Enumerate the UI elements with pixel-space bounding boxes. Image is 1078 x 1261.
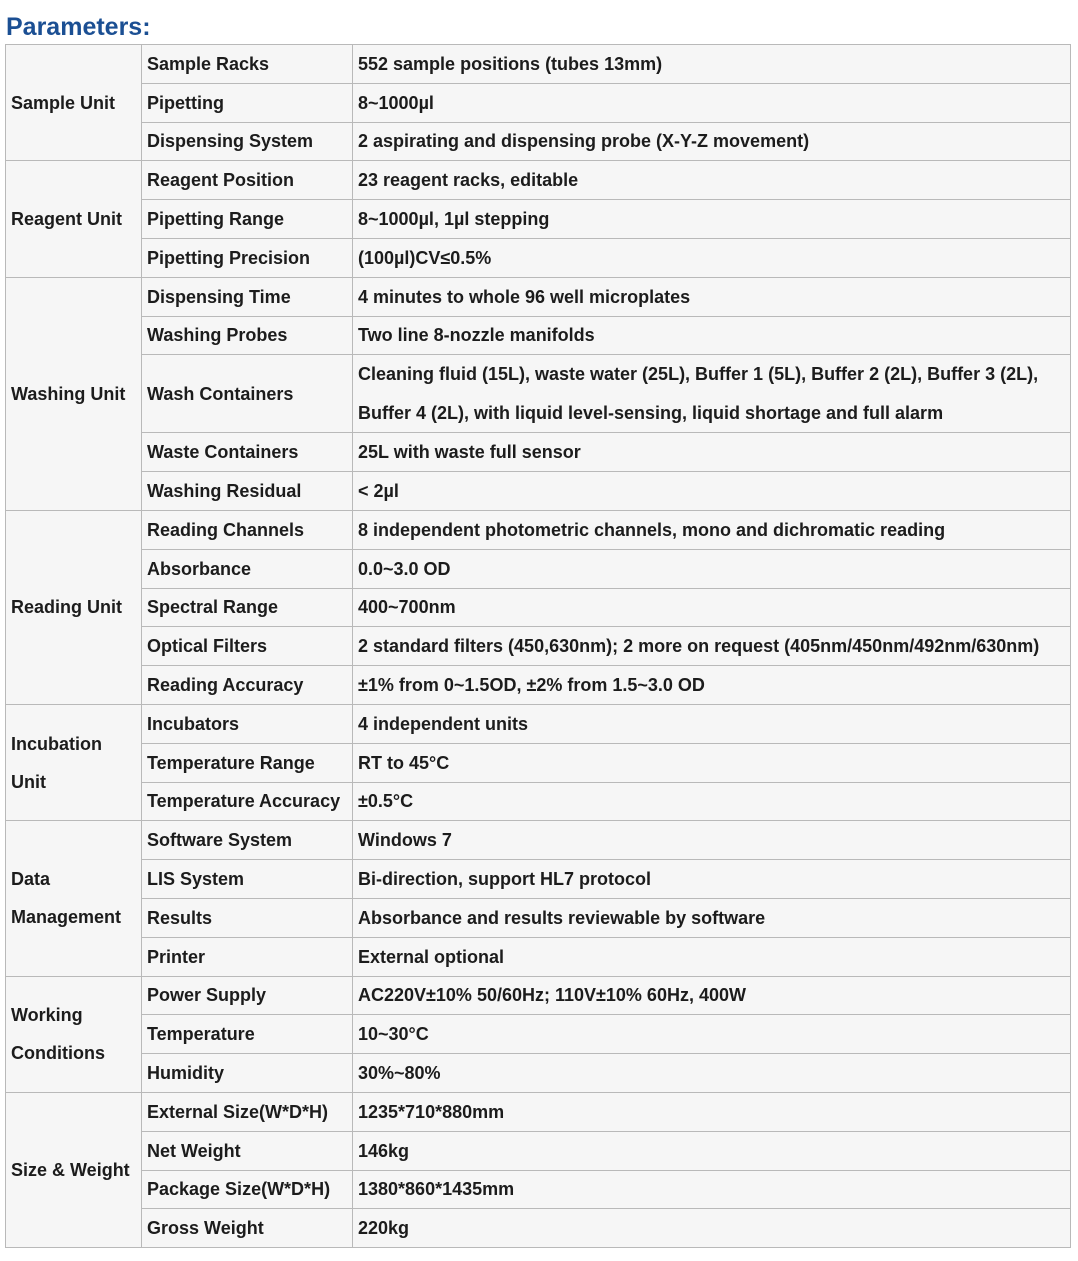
param-value: Bi-direction, support HL7 protocol: [353, 860, 1071, 899]
table-row: [6, 238, 1071, 277]
table-row: [6, 704, 1071, 743]
param-value: 2 aspirating and dispensing probe (X-Y-Z movement): [353, 122, 1071, 161]
param-label: Washing Probes: [142, 316, 353, 355]
param-value: RT to 45°C: [353, 743, 1071, 782]
parameters-table: [5, 44, 1071, 1248]
param-value: 146kg: [353, 1131, 1071, 1170]
param-value: 8 independent photometric channels, mono and dichromatic reading: [353, 510, 1071, 549]
table-row: [6, 743, 1071, 782]
param-label: Reagent Position: [142, 161, 353, 200]
group-label-reading-unit: Reading Unit: [6, 510, 142, 704]
table-row: [6, 510, 1071, 549]
param-label: Temperature: [142, 1015, 353, 1054]
param-label: Results: [142, 898, 353, 937]
table-row: [6, 355, 1071, 433]
table-row: [6, 1170, 1071, 1209]
param-value: 30%~80%: [353, 1054, 1071, 1093]
table-row: [6, 782, 1071, 821]
param-label: Printer: [142, 937, 353, 976]
table-row: [6, 860, 1071, 899]
param-value: ±1% from 0~1.5OD, ±2% from 1.5~3.0 OD: [353, 666, 1071, 705]
table-row: [6, 1054, 1071, 1093]
table-row: [6, 976, 1071, 1015]
table-row: [6, 588, 1071, 627]
param-value: 1380*860*1435mm: [353, 1170, 1071, 1209]
group-label-reagent-unit: Reagent Unit: [6, 161, 142, 277]
table-row: [6, 83, 1071, 122]
table-row: [6, 1015, 1071, 1054]
table-row: [6, 821, 1071, 860]
param-value: Two line 8-nozzle manifolds: [353, 316, 1071, 355]
param-label: Wash Containers: [142, 355, 353, 433]
table-row: [6, 1092, 1071, 1131]
table-row: [6, 316, 1071, 355]
table-row: [6, 627, 1071, 666]
param-label: Dispensing System: [142, 122, 353, 161]
group-label-sample-unit: Sample Unit: [6, 45, 142, 161]
param-label: Power Supply: [142, 976, 353, 1015]
param-label: Software System: [142, 821, 353, 860]
page-title: Parameters:: [6, 13, 151, 41]
group-label-incubation-unit: Incubation Unit: [6, 704, 142, 820]
table-row: [6, 1209, 1071, 1248]
param-label: Spectral Range: [142, 588, 353, 627]
param-label: Sample Racks: [142, 45, 353, 84]
param-value: 0.0~3.0 OD: [353, 549, 1071, 588]
param-label: Package Size(W*D*H): [142, 1170, 353, 1209]
table-row: [6, 666, 1071, 705]
table-row: [6, 161, 1071, 200]
param-label: Humidity: [142, 1054, 353, 1093]
param-label: Temperature Accuracy: [142, 782, 353, 821]
param-value: ±0.5°C: [353, 782, 1071, 821]
param-value: 552 sample positions (tubes 13mm): [353, 45, 1071, 84]
param-value: AC220V±10% 50/60Hz; 110V±10% 60Hz, 400W: [353, 976, 1071, 1015]
param-label: External Size(W*D*H): [142, 1092, 353, 1131]
param-label: Pipetting: [142, 83, 353, 122]
param-value: 4 independent units: [353, 704, 1071, 743]
param-label: LIS System: [142, 860, 353, 899]
param-value: 2 standard filters (450,630nm); 2 more on request (405nm/450nm/492nm/630nm): [353, 627, 1071, 666]
table-row: [6, 277, 1071, 316]
param-value: < 2µl: [353, 472, 1071, 511]
group-label-washing-unit: Washing Unit: [6, 277, 142, 510]
param-value: 400~700nm: [353, 588, 1071, 627]
table-row: [6, 898, 1071, 937]
param-label: Optical Filters: [142, 627, 353, 666]
param-label: Absorbance: [142, 549, 353, 588]
table-row: [6, 1131, 1071, 1170]
param-label: Reading Accuracy: [142, 666, 353, 705]
table-row: [6, 549, 1071, 588]
param-value: Cleaning fluid (15L), waste water (25L), Buffer 1 (5L), Buffer 2 (2L), Buffer 3 (2L), Buffer 4 (2L), with liquid level-sensing, liquid shortage and full alarm: [353, 355, 1071, 433]
table-row: [6, 433, 1071, 472]
param-value: 4 minutes to whole 96 well microplates: [353, 277, 1071, 316]
param-label: Incubators: [142, 704, 353, 743]
param-value: Absorbance and results reviewable by software: [353, 898, 1071, 937]
param-value: 8~1000µl, 1µl stepping: [353, 200, 1071, 239]
group-label-data-management: Data Management: [6, 821, 142, 976]
param-value: 220kg: [353, 1209, 1071, 1248]
table-row: [6, 122, 1071, 161]
table-row: [6, 472, 1071, 511]
param-label: Net Weight: [142, 1131, 353, 1170]
param-value: External optional: [353, 937, 1071, 976]
group-label-size-weight: Size & Weight: [6, 1092, 142, 1247]
param-label: Reading Channels: [142, 510, 353, 549]
param-value: (100µl)CV≤0.5%: [353, 238, 1071, 277]
param-label: Temperature Range: [142, 743, 353, 782]
param-label: Pipetting Range: [142, 200, 353, 239]
param-label: Waste Containers: [142, 433, 353, 472]
param-value: 8~1000µl: [353, 83, 1071, 122]
table-row: [6, 45, 1071, 84]
param-value: Windows 7: [353, 821, 1071, 860]
param-value: 23 reagent racks, editable: [353, 161, 1071, 200]
param-value: 10~30°C: [353, 1015, 1071, 1054]
param-label: Dispensing Time: [142, 277, 353, 316]
param-value: 1235*710*880mm: [353, 1092, 1071, 1131]
param-label: Gross Weight: [142, 1209, 353, 1248]
param-label: Pipetting Precision: [142, 238, 353, 277]
param-label: Washing Residual: [142, 472, 353, 511]
table-row: [6, 937, 1071, 976]
param-value: 25L with waste full sensor: [353, 433, 1071, 472]
group-label-working-conditions: Working Conditions: [6, 976, 142, 1092]
table-row: [6, 200, 1071, 239]
